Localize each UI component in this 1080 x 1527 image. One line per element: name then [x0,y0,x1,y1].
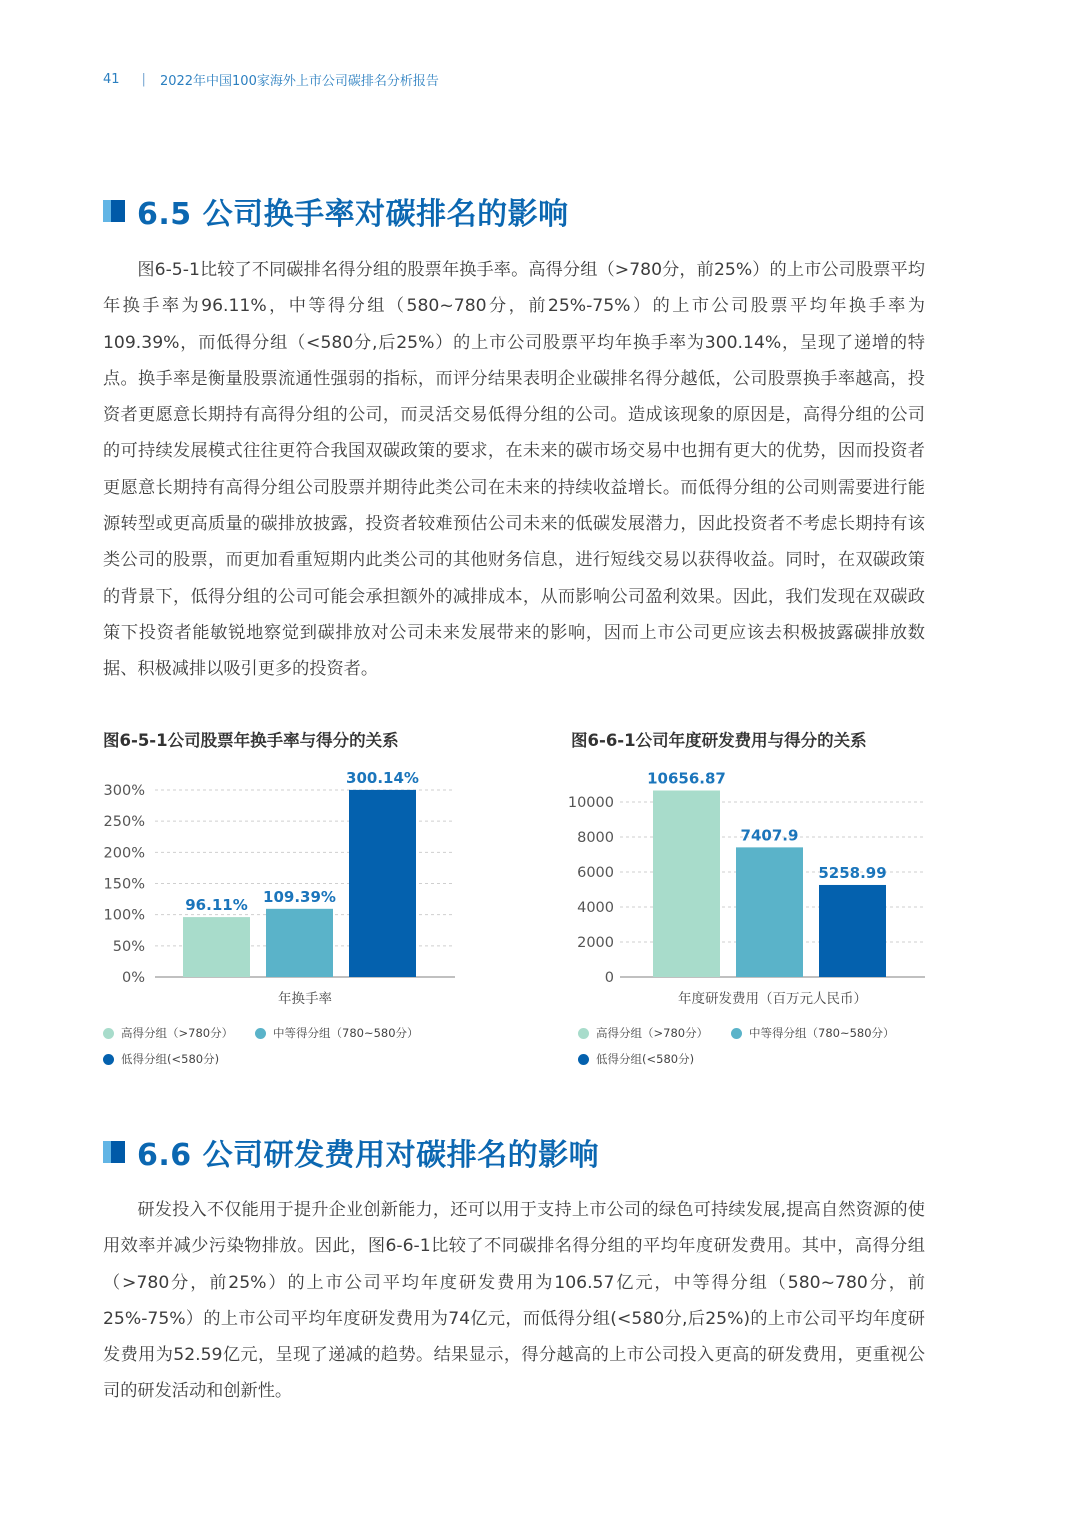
page-header [103,70,439,89]
data-label: 109.39% [263,887,336,906]
x-axis-label: 年换手率 [278,991,332,1007]
y-tick-label: 0 [604,970,614,986]
chart-2 [560,755,935,1015]
section-6-5-heading [103,189,569,233]
legend-dot-icon [255,1028,266,1039]
bar [653,791,720,977]
y-tick-label: 300% [103,783,145,799]
legend-dot-icon [103,1054,114,1065]
report-title: 2022年中国100家海外上市公司碳排名分析报告 [159,74,439,89]
legend-dot-icon [578,1054,589,1065]
legend-label: 低得分组(<580分) [596,1052,695,1066]
heading-marker-icon [103,1141,125,1163]
chart-2-title: 图6-6-1公司年度研发费用与得分的关系 [571,731,867,750]
y-tick-label: 6000 [577,865,614,881]
data-label: 96.11% [185,896,248,915]
y-tick-label: 250% [103,814,145,831]
data-label: 7407.9 [740,826,799,845]
y-tick-label: 4000 [577,900,614,916]
y-tick-label: 10000 [567,795,614,811]
y-tick-label: 50% [112,938,145,955]
y-tick-label: 8000 [577,830,614,846]
y-tick-label: 100% [103,907,145,924]
legend-label: 低得分组(<580分) [121,1052,220,1066]
section-6-5-title: 6.5 公司换手率对碳排名的影响 [137,197,569,232]
chart-1-legend-mid [255,1025,419,1041]
y-tick-label: 2000 [577,935,614,951]
page-number: 41 [103,72,120,87]
bar [349,790,416,977]
x-axis-label: 年度研发费用（百万元人民币） [678,991,867,1007]
chart-1-legend-high [103,1025,233,1041]
bar [183,917,250,977]
data-label: 300.14% [346,768,419,787]
chart-2-legend-low [578,1051,694,1067]
chart-1-legend-low [103,1051,219,1067]
chart-1-title: 图6-5-1公司股票年换手率与得分的关系 [103,731,399,750]
data-label: 5258.99 [818,863,887,882]
legend-label: 高得分组（>780分） [596,1026,709,1040]
section-6-5-paragraph: 图6-5-1比较了不同碳排名得分组的股票年换手率。高得分组（>780分，前25%）的上市公司股票平均年换手率为96.11%，中等得分组（580~780分，前25%-75%）的上市公司股票平均年换手率为109.39%，而低得分组（<580分,后25%）的上市公司股票平均年换手率为300.14%，呈现了递增的特点。换手率是衡量股票流通性强弱的指标，而评分结果表明企业碳排名得分越低，公司股票换手率越高，投资者更愿意长期持有高得分组的公司，而灵活交易低得分组的公司。造成该现象的原因是，高得分组的公司的可持续发展模式往往更符合我国双碳政策的要求，在未来的碳市场交易中也拥有更大的优势，因而投资者更愿意长期持有高得分组公司股票并期待此类公司在未来的持续收益增长。而低得分组的公司则需要进行能源转型或更高质量的碳排放披露，投资者较难预估公司未来的低碳发展潜力，因此投资者不考虑长期持有该类公司的股票，而更加看重短期内此类公司的其他财务信息，进行短线交易以获得收益。同时，在双碳政策的背景下，低得分组的公司可能会承担额外的减排成本，从而影响公司盈利效果。因此，我们发现在双碳政策下投资者能敏锐地察觉到碳排放对公司未来发展带来的影响，因而上市公司更应该去积极披露碳排放数据、积极减排以吸引更多的投资者。 [103,260,925,680]
bar [266,909,333,977]
y-tick-label: 200% [103,845,145,862]
bar [736,847,803,977]
legend-label: 中等得分组（780~580分） [273,1026,419,1040]
section-6-6-heading [103,1130,599,1174]
chart-2-legend-mid [731,1025,895,1041]
legend-label: 高得分组（>780分） [121,1026,234,1040]
y-tick-label: 0% [121,970,145,986]
data-label: 10656.87 [647,769,726,788]
legend-dot-icon [103,1028,114,1039]
legend-label: 中等得分组（780~580分） [749,1026,895,1040]
chart-2-legend-high [578,1025,708,1041]
header-separator: | [141,72,146,87]
legend-dot-icon [578,1028,589,1039]
section-6-6-paragraph: 研发投入不仅能用于提升企业创新能力，还可以用于支持上市公司的绿色可持续发展,提高自然资源的使用效率并减少污染物排放。因此，图6-6-1比较了不同碳排名得分组的平均年度研发费用。其中，高得分组（>780分，前25%）的上市公司平均年度研发费用为106.57亿元，中等得分组（580~780分，前25%-75%）的上市公司平均年度研发费用为74亿元，而低得分组(<580分,后25%)的上市公司平均年度研发费用为52.59亿元，呈现了递减的趋势。结果显示，得分越高的上市公司投入更高的研发费用，更重视公司的研发活动和创新性。 [103,1200,925,1402]
chart-1 [95,755,465,1015]
y-tick-label: 150% [103,876,145,893]
section-6-6-title: 6.6 公司研发费用对碳排名的影响 [137,1138,600,1173]
heading-marker-icon [103,200,125,222]
bar [819,885,886,977]
legend-dot-icon [731,1028,742,1039]
